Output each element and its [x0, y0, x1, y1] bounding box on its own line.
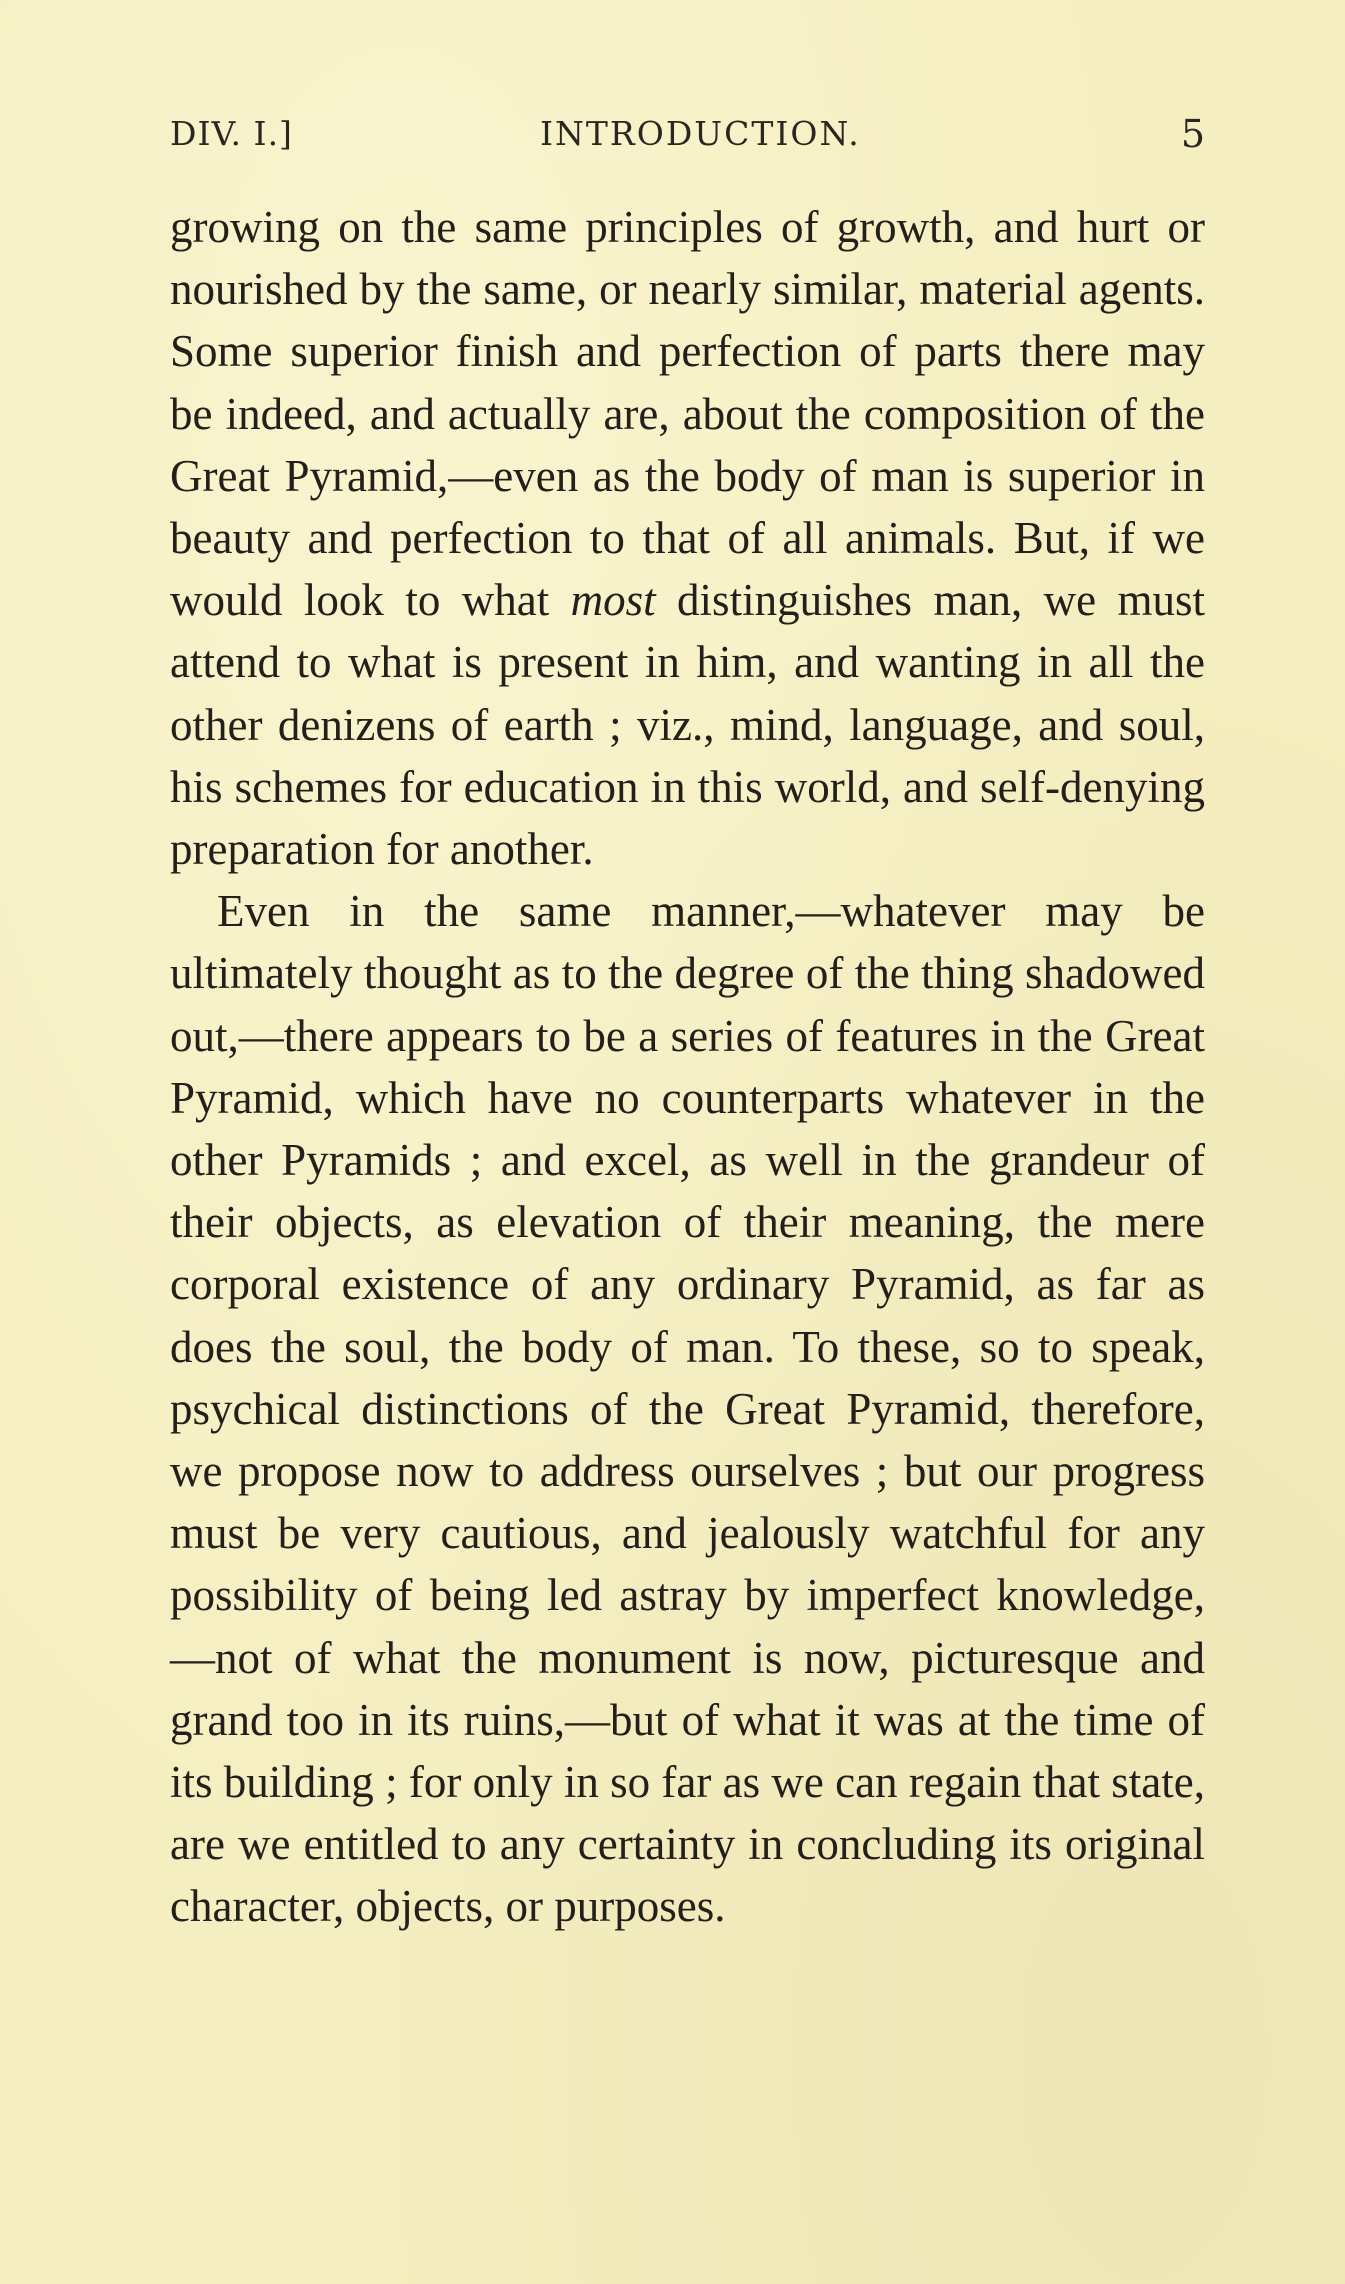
- paragraph-1: [170, 196, 1205, 880]
- running-header: [170, 112, 1205, 162]
- paragraph-1-text-a: growing on the same principles of growth, and hurt or nourished by the same, or nearly similar, material agents. Some superior finish and perfection of parts there may be indeed, and actually are, about the composition of the Great Pyramid,—even as the body of man is superior in beauty and perfection to that of all animals. But, if we would look to what: [170, 202, 1205, 626]
- body-text: [170, 196, 1205, 1938]
- emphasis-most: most: [570, 575, 656, 626]
- paragraph-2: Even in the same manner,—whatever may be ultimately thought as to the degree of the thing shadowed out,—there appears to be a series of features in the Great Pyramid, which have no counterparts whatever in the other Pyramids ; and excel, as well in the grandeur of their objects, as elevation of their meaning, the mere corporal existence of any ordinary Pyramid, as far as does the soul, the body of man. To these, so to speak, psychical distinctions of the Great Pyramid, therefore, we propose now to address ourselves ; but our progress must be very cautious, and jealously watchful for any possibility of being led astray by imperfect knowledge,—not of what the monument is now, picturesque and grand too in its ruins,—but of what it was at the time of its building ; for only in so far as we can regain that state, are we entitled to any certainty in concluding its original character, objects, or purposes.: [170, 886, 1205, 1932]
- paragraph-1-text-b: distinguishes man, we must attend to what is present in him, and wanting in all the other denizens of earth ; viz., mind, language, and soul, his schemes for education in this world, and self-denying preparation for another.: [170, 575, 1206, 875]
- page-number: 5: [1180, 112, 1205, 156]
- section-title: INTRODUCTION.: [540, 114, 861, 153]
- division-marker: DIV. I.]: [170, 114, 293, 153]
